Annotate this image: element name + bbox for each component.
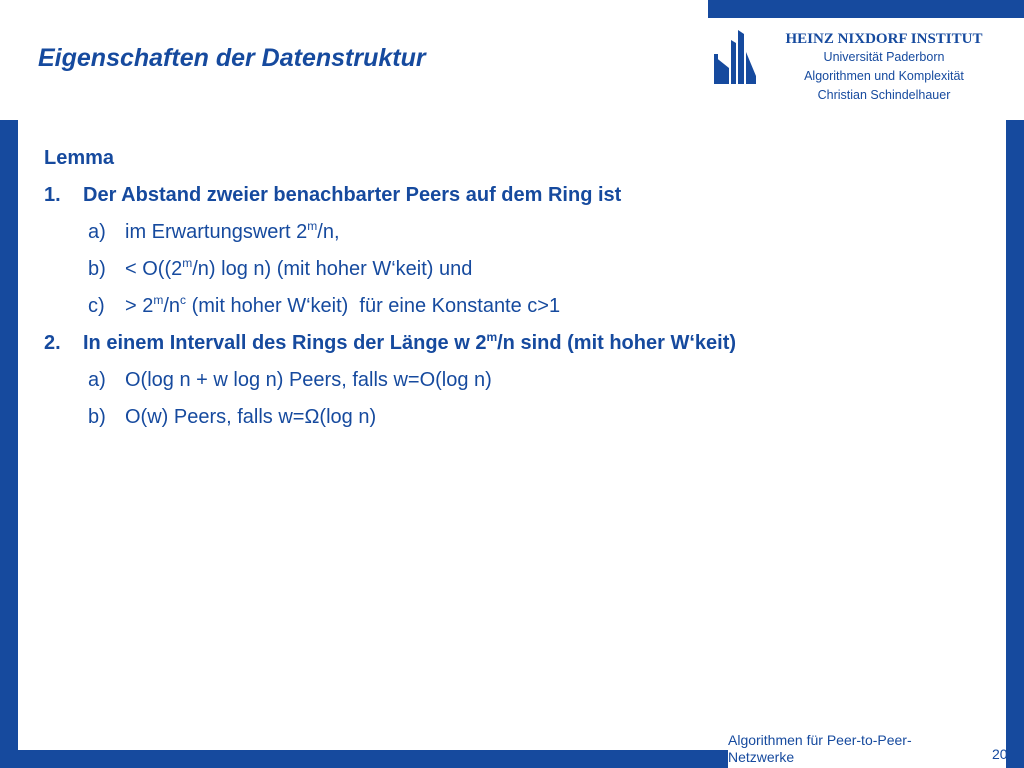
list-item-2b-label: b) — [88, 406, 106, 428]
text-part: /n, — [317, 221, 340, 243]
frame-bottom-bar — [0, 750, 728, 768]
list-item-2b-text: O(w) Peers, falls w=Ω(log n) — [125, 406, 377, 428]
author-name: Christian Schindelhauer — [817, 88, 951, 102]
list-item-1b-text — [125, 251, 472, 288]
list-item-2-text — [83, 325, 736, 362]
list-item-2b — [44, 399, 984, 436]
list-item-1c-label: c) — [88, 295, 105, 317]
superscript: m — [153, 293, 164, 307]
lemma-heading: Lemma — [44, 147, 115, 169]
institute-name: HEINZ NIXDORF INSTITUT — [785, 31, 983, 47]
list-item-1-text: Der Abstand zweier benachbarter Peers auf dem Ring ist — [83, 184, 622, 206]
university-logo-icon — [714, 30, 756, 86]
superscript: m — [182, 256, 193, 270]
list-item-1 — [44, 177, 984, 214]
frame-left-bar — [0, 120, 18, 768]
list-item-1c — [44, 288, 984, 325]
text-part: > 2 — [125, 295, 154, 317]
institute-block — [766, 30, 1002, 105]
footer-course-title: Algorithmen für Peer-to-Peer-Netzwerke — [728, 732, 912, 765]
university-name: Universität Paderborn — [823, 50, 945, 64]
list-item-2a — [44, 362, 984, 399]
list-item-1a — [44, 214, 984, 251]
list-item-1c-text — [125, 288, 560, 325]
slide-title: Eigenschaften der Datenstruktur — [38, 44, 426, 72]
text-part: /n sind (mit hoher W‘keit) — [497, 332, 737, 354]
superscript: m — [307, 219, 318, 233]
superscript: m — [486, 330, 498, 344]
superscript: c — [180, 293, 187, 307]
text-part: (mit hoher W‘keit) für eine Konstante c>1 — [186, 295, 561, 317]
frame-top-bar — [708, 0, 1024, 18]
text-part: < O((2 — [125, 258, 183, 280]
list-item-1-number: 1. — [44, 184, 61, 206]
text-part: im Erwartungswert 2 — [125, 221, 308, 243]
slide-body — [44, 140, 984, 436]
list-item-2a-text: O(log n + w log n) Peers, falls w=O(log n) — [125, 369, 492, 391]
list-item-2a-label: a) — [88, 369, 106, 391]
list-item-2 — [44, 325, 984, 362]
list-item-1a-text — [125, 214, 340, 251]
list-item-2-number: 2. — [44, 332, 61, 354]
list-item-1b — [44, 251, 984, 288]
page-number: 20 — [992, 746, 1008, 762]
text-part: /n — [163, 295, 181, 317]
text-part: /n) log n) (mit hoher W‘keit) und — [192, 258, 473, 280]
list-item-1a-label: a) — [88, 221, 106, 243]
list-item-1b-label: b) — [88, 258, 106, 280]
frame-right-bar — [1006, 120, 1024, 768]
text-part: In einem Intervall des Rings der Länge w 2 — [83, 332, 487, 354]
department-name: Algorithmen und Komplexität — [804, 69, 964, 83]
